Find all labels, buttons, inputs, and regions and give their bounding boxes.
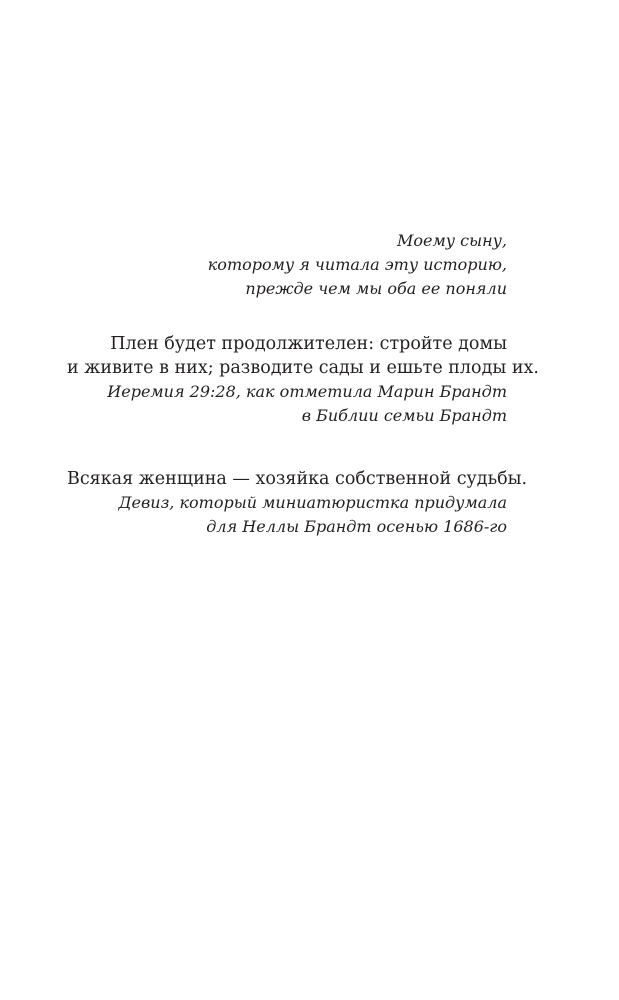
epigraph-motto	[67, 467, 528, 539]
dedication	[67, 229, 507, 301]
epigraph-quote-line: и живите в них; разводите сады и ешьте плоды их.	[67, 358, 539, 378]
epigraph-quote-line: Всякая женщина — хозяйка собственной судьбы.	[67, 469, 528, 489]
epigraph-source-line: Девиз, который миниатюристка придумала	[118, 493, 507, 512]
epigraph-jeremiah	[67, 332, 539, 428]
dedication-line: которому я читала эту историю,	[207, 255, 507, 274]
epigraph-quote-line: Плен будет продолжителен: стройте домы	[110, 334, 507, 354]
dedication-line: прежде чем мы оба ее поняли	[245, 279, 507, 298]
epigraph-source-line: Иеремия 29:28, как отметила Марин Брандт	[107, 382, 507, 401]
dedication-line: Моему сыну,	[396, 231, 507, 250]
epigraph-source-line: в Библии семьи Брандт	[301, 406, 507, 425]
epigraph-source-line: для Неллы Брандт осенью 1686-го	[206, 517, 507, 536]
